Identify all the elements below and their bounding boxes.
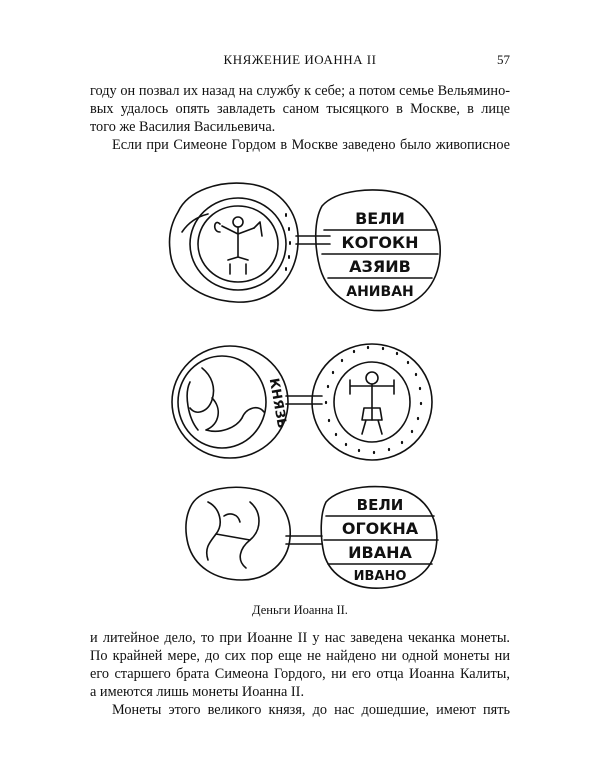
- text-line: По крайней мере, до сих пор еще не найдено ни одной монеты ни: [90, 648, 510, 664]
- coin-3-legend-line-2: ОГОКНА: [341, 519, 419, 538]
- text-block-top: [90, 82, 510, 154]
- text-line: вых удалось опять завладеть саном тысяцкого в Москве, в лице: [90, 101, 510, 117]
- coin-1-legend-line-4: АНИВАН: [346, 284, 414, 300]
- coin-obverse-3: [186, 487, 290, 580]
- coin-1-legend-line-3: АЗЯИВ: [349, 257, 411, 276]
- text-line: Если при Симеоне Гордом в Москве заведено было живописное: [112, 137, 510, 153]
- coins-illustration: [150, 172, 450, 592]
- text-line: а имеются лишь монеты Иоанна II.: [90, 684, 305, 700]
- coin-3-legend-line-3: ИВАНА: [348, 543, 412, 562]
- coin-reverse-2: [312, 344, 432, 460]
- text-line: и литейное дело, то при Иоанне II у нас заведена чеканка монеты.: [90, 630, 510, 646]
- text-line: его старшего брата Симеона Гордого, ни его отца Иоанна Калиты,: [90, 666, 510, 682]
- coin-3-legend-line-1: ВЕЛИ: [356, 496, 404, 514]
- coin-3-legend-line-4: ИВАНО: [353, 569, 407, 584]
- coin-obverse-1: [169, 183, 298, 302]
- coin-2-obverse-legend: КНЯЗЬ: [265, 377, 290, 430]
- figure-caption: Деньги Иоанна II.: [252, 603, 348, 617]
- page-header: [90, 52, 510, 72]
- coin-1-legend-line-2: КОГОКН: [341, 233, 419, 252]
- coin-1-legend-line-1: ВЕЛИ: [355, 209, 405, 228]
- text-line: Монеты этого великого князя, до нас дошедшие, имеют пять: [112, 702, 510, 718]
- text-line: году он позвал их назад на службу к себе; а потом семье Вельямино-: [90, 83, 510, 99]
- coin-pair-2: [172, 344, 432, 460]
- page-number: 57: [497, 52, 510, 67]
- text-line: того же Василия Васильевича.: [90, 119, 276, 135]
- running-title: КНЯЖЕНИЕ ИОАННА II: [223, 52, 377, 67]
- text-block-bottom: [90, 629, 510, 719]
